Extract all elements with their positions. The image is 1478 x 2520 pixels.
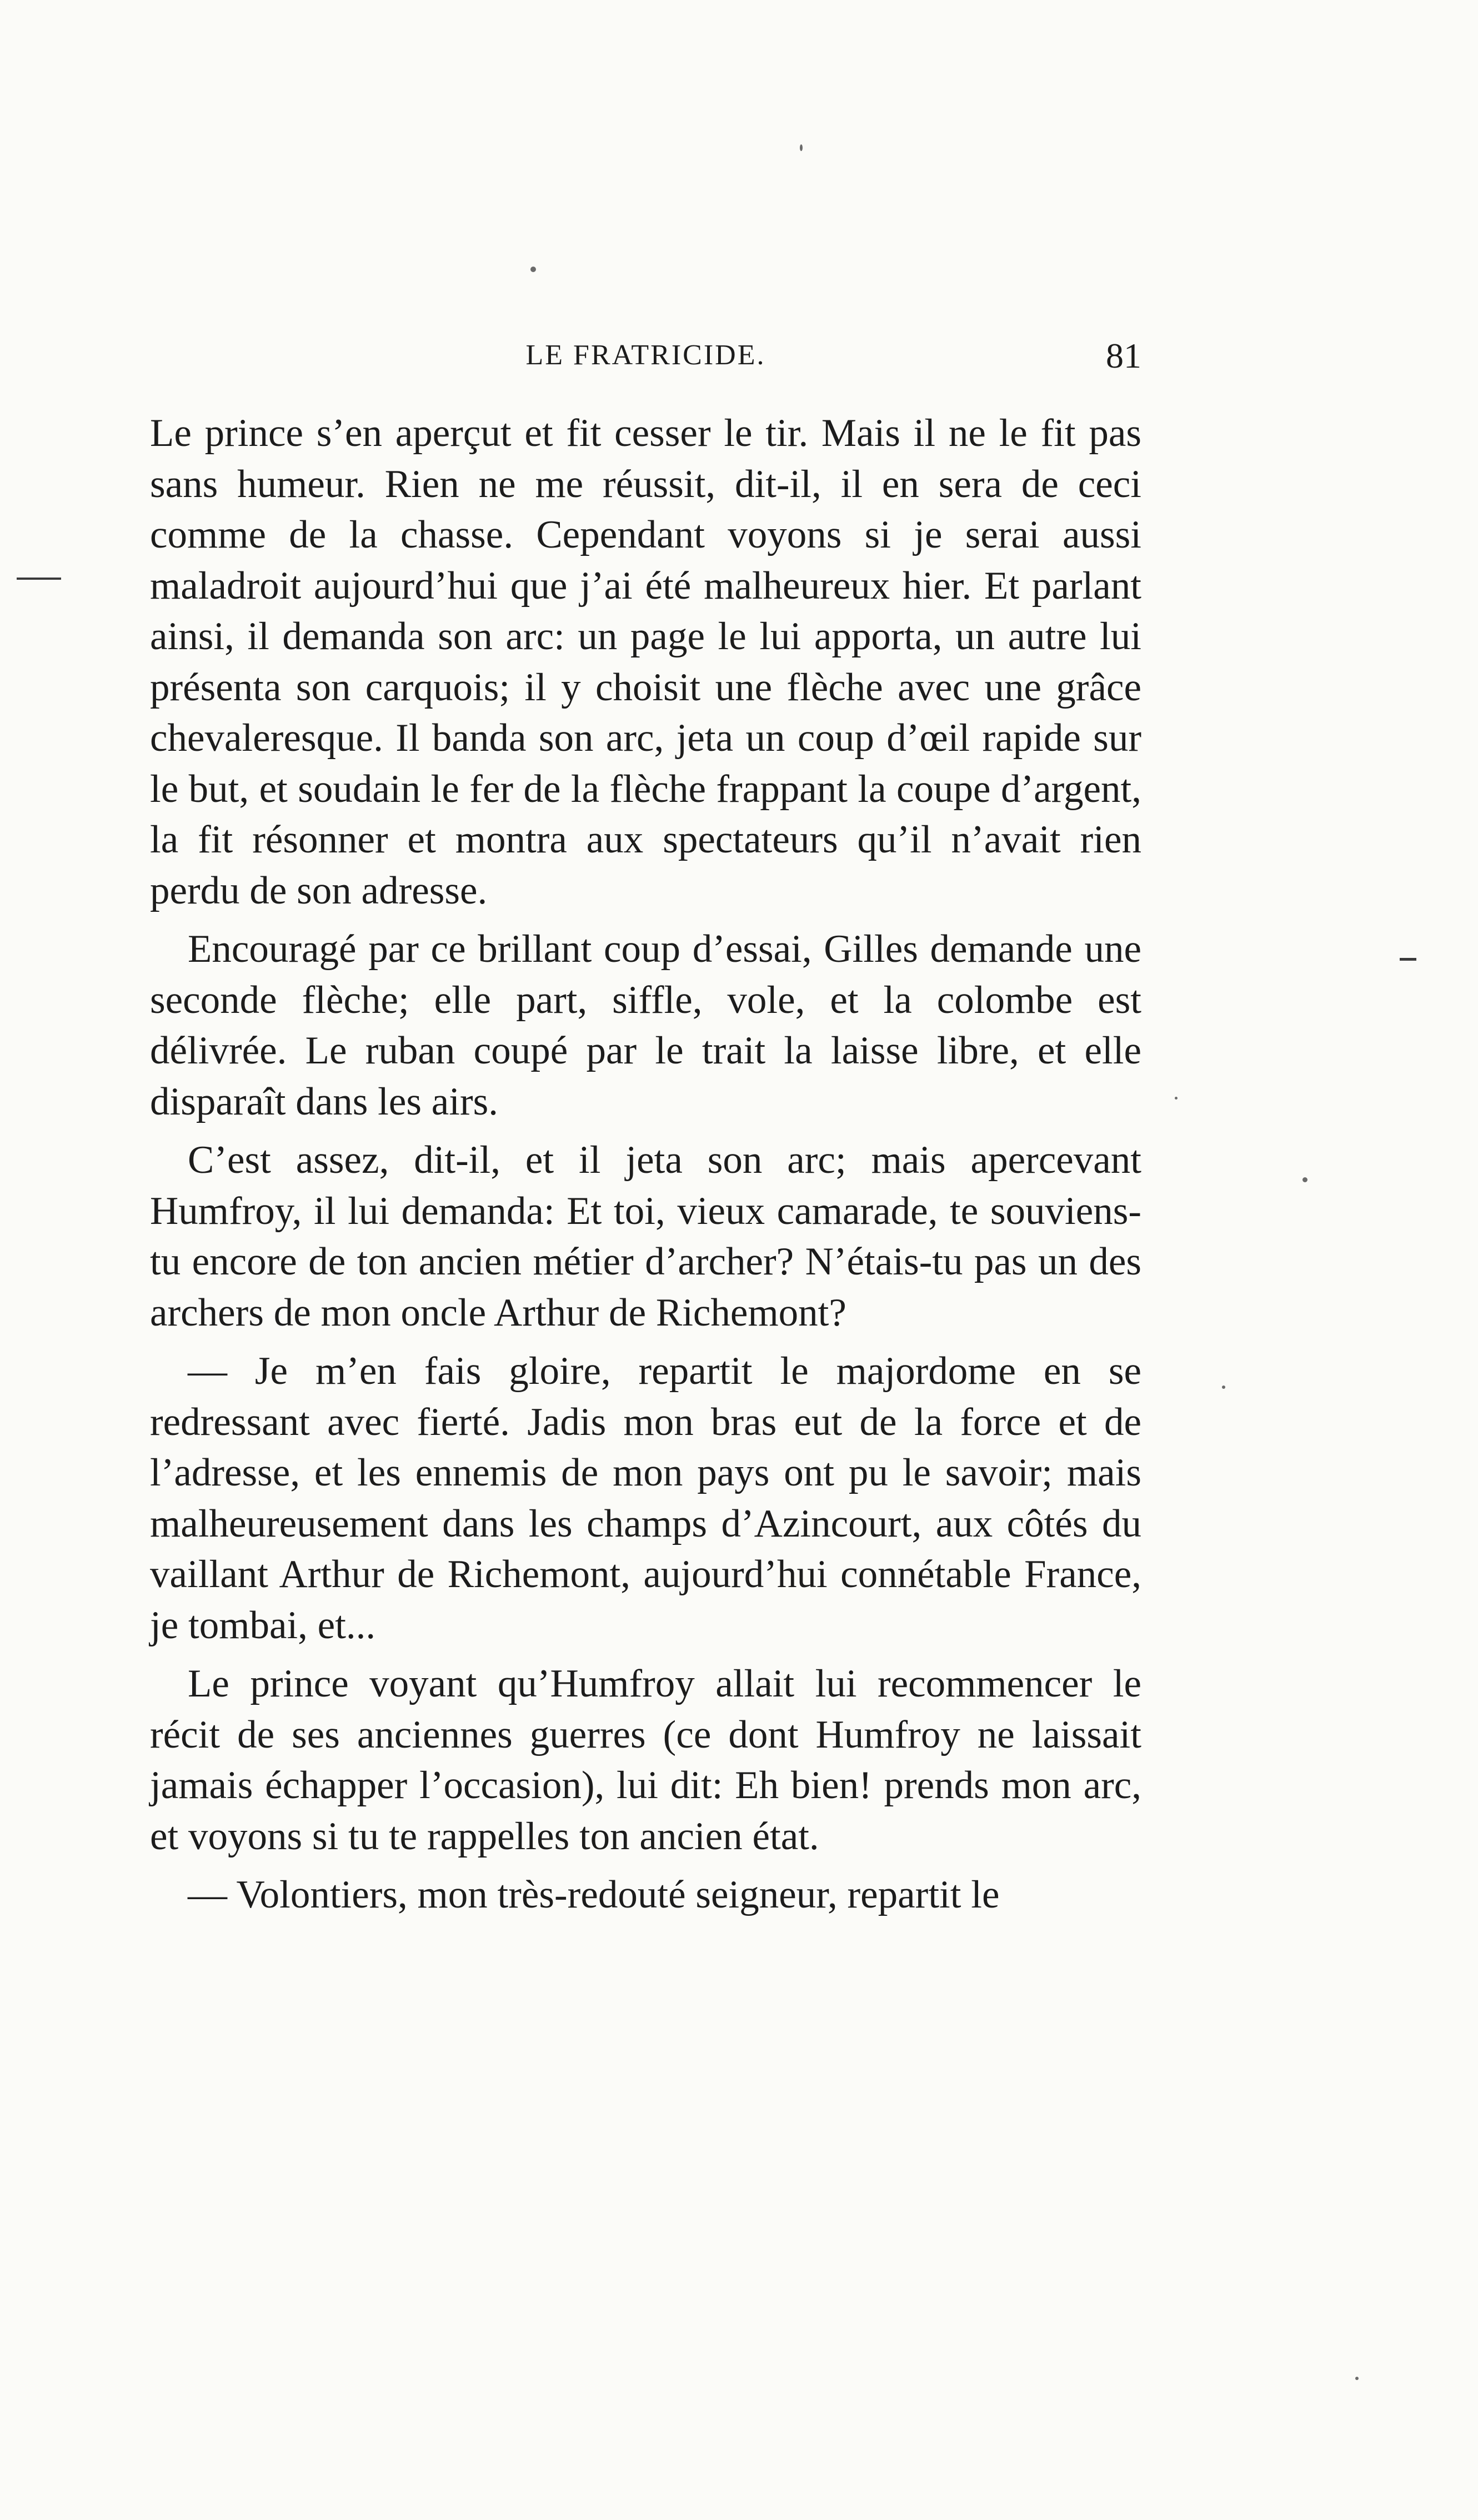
paragraph-2: Encouragé par ce brillant coup d’essai, Gilles demande une seconde flèche; elle part, siffle, vole, et la colombe est délivrée. Le ruban coupé par le trait la laisse libre, et elle disparaît dans les airs. xyxy=(150,927,1141,1123)
scan-speck xyxy=(530,267,536,272)
scan-speck xyxy=(800,144,803,151)
paragraph-3: C’est assez, dit-il, et il jeta son arc; mais apercevant Humfroy, il lui demanda: Et toi, vieux camarade, te souviens-tu encore de ton ancien métier d’archer? N’étais-tu pas un des archers de mon oncle Arthur de Richemont? xyxy=(150,1138,1141,1334)
margin-mark xyxy=(17,578,61,580)
page-number: 81 xyxy=(1106,336,1141,375)
scan-speck xyxy=(1222,1386,1225,1389)
paragraph-6: — Volontiers, mon très-redouté seigneur, repartit le xyxy=(188,1873,1000,1916)
scan-speck xyxy=(1355,2377,1359,2380)
running-head xyxy=(150,336,1141,383)
margin-mark xyxy=(1400,958,1416,961)
body-text xyxy=(150,408,1141,1929)
running-title: LE FRATRICIDE. xyxy=(525,339,766,371)
paragraph-5: Le prince voyant qu’Humfroy allait lui recommencer le récit de ses anciennes guerres (ce dont Humfroy ne laissait jamais échapper l’occasion), lui dit: Eh bien! prends mon arc, et voyons si tu te rappelles ton ancien état. xyxy=(150,1662,1141,1858)
scan-speck xyxy=(1175,1097,1178,1100)
paragraph-4: — Je m’en fais gloire, repartit le majordome en se redressant avec fierté. Jadis mon bras eut de la force et de l’adresse, et les ennemis de mon pays ont pu le savoir; mais malheureusement dans les champs d’Azincourt, aux côtés du vaillant Arthur de Richemont, aujourd’hui connétable France, je tombai, et... xyxy=(150,1349,1141,1647)
paragraph-1: Le prince s’en aperçut et fit cesser le tir. Mais il ne le fit pas sans humeur. Rien ne me réussit, dit-il, il en sera de ceci comme de la chasse. Cependant voyons si je serai aussi maladroit aujourd’hui que j’ai été malheureux hier. Et parlant ainsi, il demanda son arc: un page le lui apporta, un autre lui présenta son carquois; il y choisit une flèche avec une grâce chevaleresque. Il banda son arc, jeta un coup d’œil rapide sur le but, et soudain le fer de la flèche frappant la coupe d’argent, la fit résonner et montra aux spectateurs qu’il n’avait rien perdu de son adresse. xyxy=(150,411,1141,912)
scan-speck xyxy=(1302,1177,1307,1182)
